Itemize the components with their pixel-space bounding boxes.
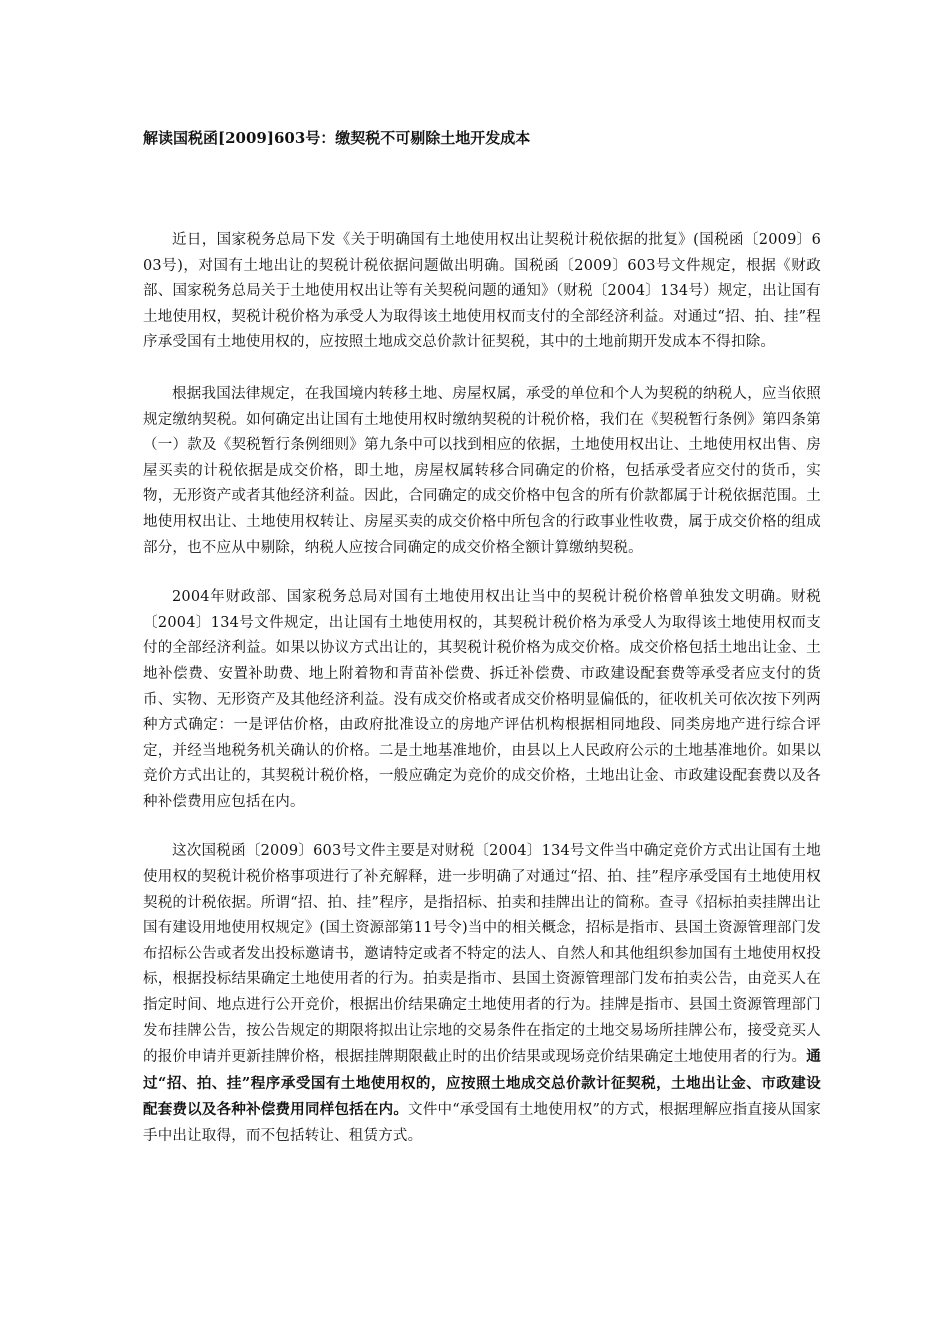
paragraph-4-tail-text: 文件中“承受国有土地使用权”的方式，根据理解应指直接从国家手中出让取得，而不包括转让、租赁方式。 bbox=[143, 1102, 821, 1144]
paragraph-2: 根据我国法律规定，在我国境内转移土地、房屋权属，承受的单位和个人为契税的纳税人，应当依照规定缴纳契税。如何确定出让国有土地使用权时缴纳契税的计税价格，我们在《契税暂行条例》第四条第（一）款及《契税暂行条例细则》第九条中可以找到相应的依据，土地使用权出让、土地使用权出售、房屋买卖的计税依据是成交价格，即土地，房屋权属转移合同确定的价格，包括承受者应交付的货币，实物，无形资产或者其他经济利益。因此，合同确定的成交价格中包含的所有价款都属于计税依据范围。土地使用权出让、土地使用权转让、房屋买卖的成交价格中所包含的行政事业性收费，属于成交价格的组成部分，也不应从中剔除，纳税人应按合同确定的成交价格全额计算缴纳契税。 bbox=[143, 385, 821, 556]
paragraph-4-text: 这次国税函〔2009〕603号文件主要是对财税〔2004〕134号文件当中确定竞价方式出让国有土地使用权的契税计税价格事项进行了补充解释，进一步明确了对通过“招、拍、挂”程序承受国有土地使用权契税的计税依据。所谓“招、拍、挂”程序，是指招标、拍卖和挂牌出让的简称。查寻《招标拍卖挂牌出让国有建设用地使用权规定》(国土资源部第11号令)当中的相关概念，招标是指市、县国土资源管理部门发布招标公告或者发出投标邀请书，邀请特定或者不特定的法人、自然人和其他组织参加国有土地使用权投标，根据投标结果确定土地使用者的行为。拍卖是指市、县国土资源管理部门发布拍卖公告，由竞买人在指定时间、地点进行公开竞价，根据出价结果确定土地使用者的行为。挂牌是指市、县国土资源管理部门发布挂牌公告，按公告规定的期限将拟出让宗地的交易条件在指定的土地交易场所挂牌公布，接受竞买人的报价申请并更新挂牌价格，根据挂牌期限截止时的出价结果或现场竞价结果确定土地使用者的行为。 bbox=[143, 843, 821, 1066]
paragraph-3: 2004年财政部、国家税务总局对国有土地使用权出让当中的契税计税价格曾单独发文明确。财税〔2004〕134号文件规定，出让国有土地使用权的，其契税计税价格为承受人为取得该土地使用权而支付的全部经济利益。如果以协议方式出让的，其契税计税价格为成交价格。成交价格包括土地出让金、土地补偿费、安置补助费、地上附着物和青苗补偿费、拆迁补偿费、市政建设配套费等承受者应支付的货币、实物、无形资产及其他经济利益。没有成交价格或者成交价格明显偏低的，征收机关可依次按下列两种方式确定：一是评估价格，由政府批准设立的房地产评估机构根据相同地段、同类房地产进行综合评定，并经当地税务机关确认的价格。二是土地基准地价，由县以上人民政府公示的土地基准地价。如果以竞价方式出让的，其契税计税价格，一般应确定为竞价的成交价格，土地出让金、市政建设配套费以及各种补偿费用应包括在内。 bbox=[143, 589, 821, 810]
paragraph-4-bold-text: 通过“招、拍、挂”程序承受国有土地使用权的，应按照土地成交总价款计征契税，土地出让金、市政建设配套费以及各种补偿费用同样包括在内。 bbox=[143, 1048, 821, 1119]
paragraph-1: 近日，国家税务总局下发《关于明确国有土地使用权出让契税计税依据的批复》(国税函〔2009〕603号)，对国有土地出让的契税计税依据问题做出明确。国税函〔2009〕603号文件规定，根据《财政部、国家税务总局关于土地使用权出让等有关契税问题的通知》（财税〔2004〕134号）规定，出让国有土地使用权，契税计税价格为承受人为取得该土地使用权而支付的全部经济利益。对通过“招、拍、挂”程序承受国有土地使用权的，应按照土地成交总价款计征契税，其中的土地前期开发成本不得扣除。 bbox=[143, 232, 821, 351]
paragraph-4 bbox=[143, 839, 821, 1149]
document-body bbox=[143, 228, 821, 1176]
document-title: 解读国税函[2009]603号：缴契税不可剔除土地开发成本 bbox=[143, 129, 531, 147]
